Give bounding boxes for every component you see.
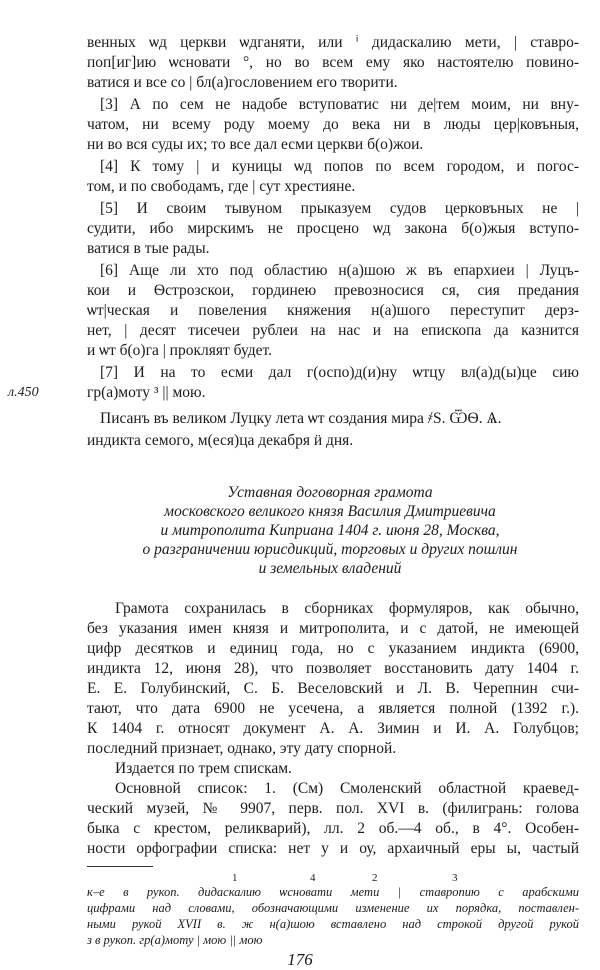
body-line: Грамота сохранилась в сборниках формуляров, как обычно, [115,600,579,617]
text-line: нет, | десят тисечеи рублеи на нас и на епископа да казнится [87,322,579,339]
text-line: судити, ибо мирскимъ не просцено ѡд закона б(о)жыя вступо- [87,220,579,237]
text-line: чатом, ни всему роду моему до века ни в люды цер|ковъныя, [87,116,579,133]
text-line: поп[иг]ию ѡсновати °, но во всем ему яко настоятелю повино- [87,54,579,71]
text-line: [4] К тому | и куницы ѡд попов по всем городом, и погос- [100,158,579,175]
body-line: Издается по трем спискам. [115,760,292,777]
footnote-number: 4 [310,872,316,884]
heading-line: и митрополита Киприана 1404 г. июня 28, Москва, [160,522,500,539]
footnote-line: к–е в рукоп. дидаскалию ѡсновати мети | ставропию с арабскими [87,885,579,899]
body-line: Е. Е. Голубинский, С. Б. Веселовский и Л. В. Черепнин счи- [87,680,579,697]
heading-line: и земельных владений [258,560,402,577]
text-line: венных ѡд церкви ѡдганяти, или ⁱ дидаскалию мети, | ставро- [87,34,579,51]
footnote-line: з в рукоп. гр(а)моту | мою || мою [87,933,263,947]
text-line: [7] И на то есми дал г(оспо)д(и)ну ѡтцу вл(а)д(ы)це сию [100,364,579,381]
body-line: К 1404 г. относят документ А. А. Зимин и И. А. Голубцов; [87,720,579,737]
footnote-rule [87,866,153,867]
text-line: Писанъ въ великом Луцку лета ѡт создания мира ҂S. ѾѲ. Ѧ. [100,410,502,427]
page-number: 176 [287,950,313,969]
text-line: и ѡт б(о)га | прокляят будет. [87,342,272,359]
text-line: гр(а)моту ³ || мою. [87,384,206,401]
text-line: ѡт|ческая и повеления княжения н(а)шого переступит дерз- [87,302,579,319]
folio-margin-note: л.450 [8,385,39,400]
footnote-number: 2 [372,872,378,884]
body-line: ческий музей, № 9907, перв. пол. XVI в. (филигрань: голова [87,800,579,817]
heading-line: Уставная договорная грамота [227,484,433,501]
heading-line: московского великого князя Василия Дмитриевича [164,503,496,520]
text-line: [3] А по сем не надобе вступоватис ни де|тем моим, ни вну- [100,96,579,113]
footnote-line: ными рукой XVII в. ж н(а)шою вставлено над строкой другой рукой [87,917,579,931]
text-line: том, и по свободамъ, где | сут хрестияне. [87,178,356,195]
text-line: индикта семого, м(еся)ца декабря ӥ дня. [87,432,354,449]
body-line: быка с крестом, реликварий), лл. 2 об.—4 об., в 4°. Особен- [87,820,579,837]
body-line: ности орфографии списка: нет у и оу, архаичный еры ы, частый [87,840,579,857]
body-line: тают, что дата 6900 не усечена, а является полной (1392 г.). [87,700,579,717]
footnote-number: 3 [452,872,458,884]
text-line: ватися в тые рады. [87,240,210,257]
text-line: [6] Аще ли хто под областию н(а)шою ж въ епархиеи | Луцъ- [100,262,579,279]
text-line: [5] И своим тывуном прыказуем судов церковъных не | [100,200,579,217]
body-line: индикта 12, июня 28), что позволяет восстановить дату 1404 г. [87,660,579,677]
body-line: последний признает, однако, эту дату спорной. [87,740,397,757]
body-line: цифр десятков и единиц года, но с указанием индикта (6900, [87,640,579,657]
footnote-number: 1 [232,872,238,884]
body-line: Основной список: 1. (См) Смоленский областной краевед- [115,780,579,797]
text-line: кои и Ѳстрозскои, гординею превозносися ся, сия предания [87,282,579,299]
text-line: ни во вся суды их; то все дал есми церкви б(о)жои. [87,136,424,153]
text-line: ватися и все со | бл(а)гословением его творити. [87,74,398,91]
footnote-line: цифрами над словами, обозначающими изменение их порядка, поставлен- [87,901,579,915]
body-line: без указания имен князя и митрополита, и с датой, не имеющей [87,620,579,637]
heading-line: о разграничении юрисдикций, торговых и других пошлин [142,541,518,558]
